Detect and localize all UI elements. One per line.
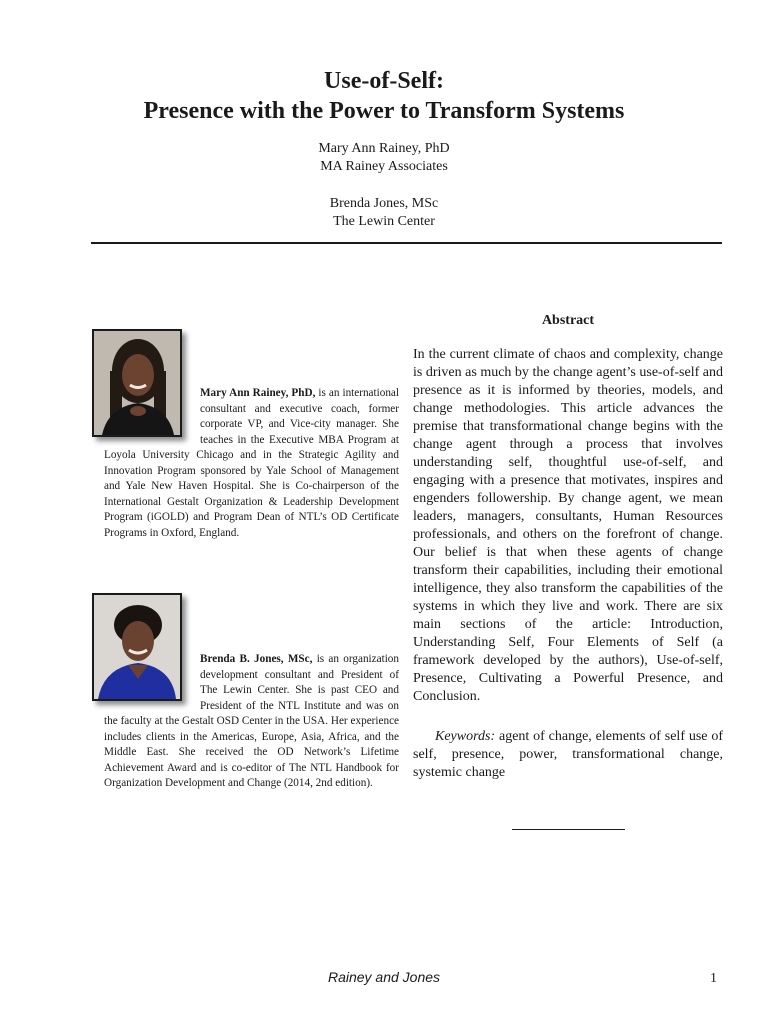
keywords-label: Keywords: xyxy=(435,729,496,744)
author2-bio-name: Brenda B. Jones, MSc, xyxy=(200,653,313,665)
author2-name: Brenda Jones, MSc xyxy=(329,196,439,211)
author2-affiliation: The Lewin Center xyxy=(333,214,435,229)
author2-bio xyxy=(104,652,399,792)
page-number: 1 xyxy=(710,971,717,986)
keywords xyxy=(413,728,723,782)
abstract-heading: Abstract xyxy=(541,313,595,328)
author1-bio-name: Mary Ann Rainey, PhD, xyxy=(200,387,316,399)
photo-wrap-spacer xyxy=(104,386,200,448)
header-divider xyxy=(91,242,722,244)
photo-wrap-spacer xyxy=(104,652,200,714)
title-line-1: Use-of-Self: xyxy=(324,68,444,94)
author1-bio xyxy=(104,386,399,541)
author1-bio-text: is an international consultant and executive coach, former corporate VP, and Vice-city manager. She teaches in the Executive MBA Program at Loyola University Chicago and in the Strategic Agility and Innovation Program sponsored by Yale School of Management and Yale New Haven Hospital. She is Co-chairperson of the International Gestalt Organization & Leadership Development Program (iGOLD) and Program Dean of NTL’s OD Certificate Programs in Oxford, England. xyxy=(104,387,400,539)
title-line-2: Presence with the Power to Transform Systems xyxy=(143,98,625,124)
abstract-body: In the current climate of chaos and complexity, change is driven as much by the change agent’s use-of-self and presence as it is informed by theories, models, and change methodologies. This article advances the premise that transformational change begins with the change agent through a process that involves understanding self, thoughtful use-of-self, and engaging with a presence that motivates, inspires and engenders followership. By change agent, we mean leaders, managers, consultants, Human Resources professionals, and others on the forefront of change. Our belief is that when these agents of change transform their capabilities, including their emotional intelligence, they also transform the capabilities of the systems in which they live and work. There are six main sections of the article: Introduction, Understanding Self, Four Elements of Self (a framework developed by the authors), Use-of-self, Presence, Cultivating a Powerful Presence, and Conclusion. xyxy=(413,347,723,704)
section-divider xyxy=(512,829,625,830)
author1-name: Mary Ann Rainey, PhD xyxy=(318,141,450,156)
keywords-text: agent of change, elements of self use of self, presence, power, transformational change, systemic change xyxy=(413,729,723,780)
author1-affiliation: MA Rainey Associates xyxy=(320,159,448,174)
author2-bio-text: is an organization development consultant and President of The Lewin Center. She is past CEO and President of the NTL Institute and was on the faculty at the Gestalt OSD Center in the USA. Her experience includes clients in the Americas, Europe, Asia, Africa, and the Middle East. She received the OD Network’s Lifetime Achievement Award and is co-editor of The NTL Handbook for Organization Development and Change (2014, 2nd edition). xyxy=(104,653,399,789)
running-footer-authors: Rainey and Jones xyxy=(327,969,441,985)
